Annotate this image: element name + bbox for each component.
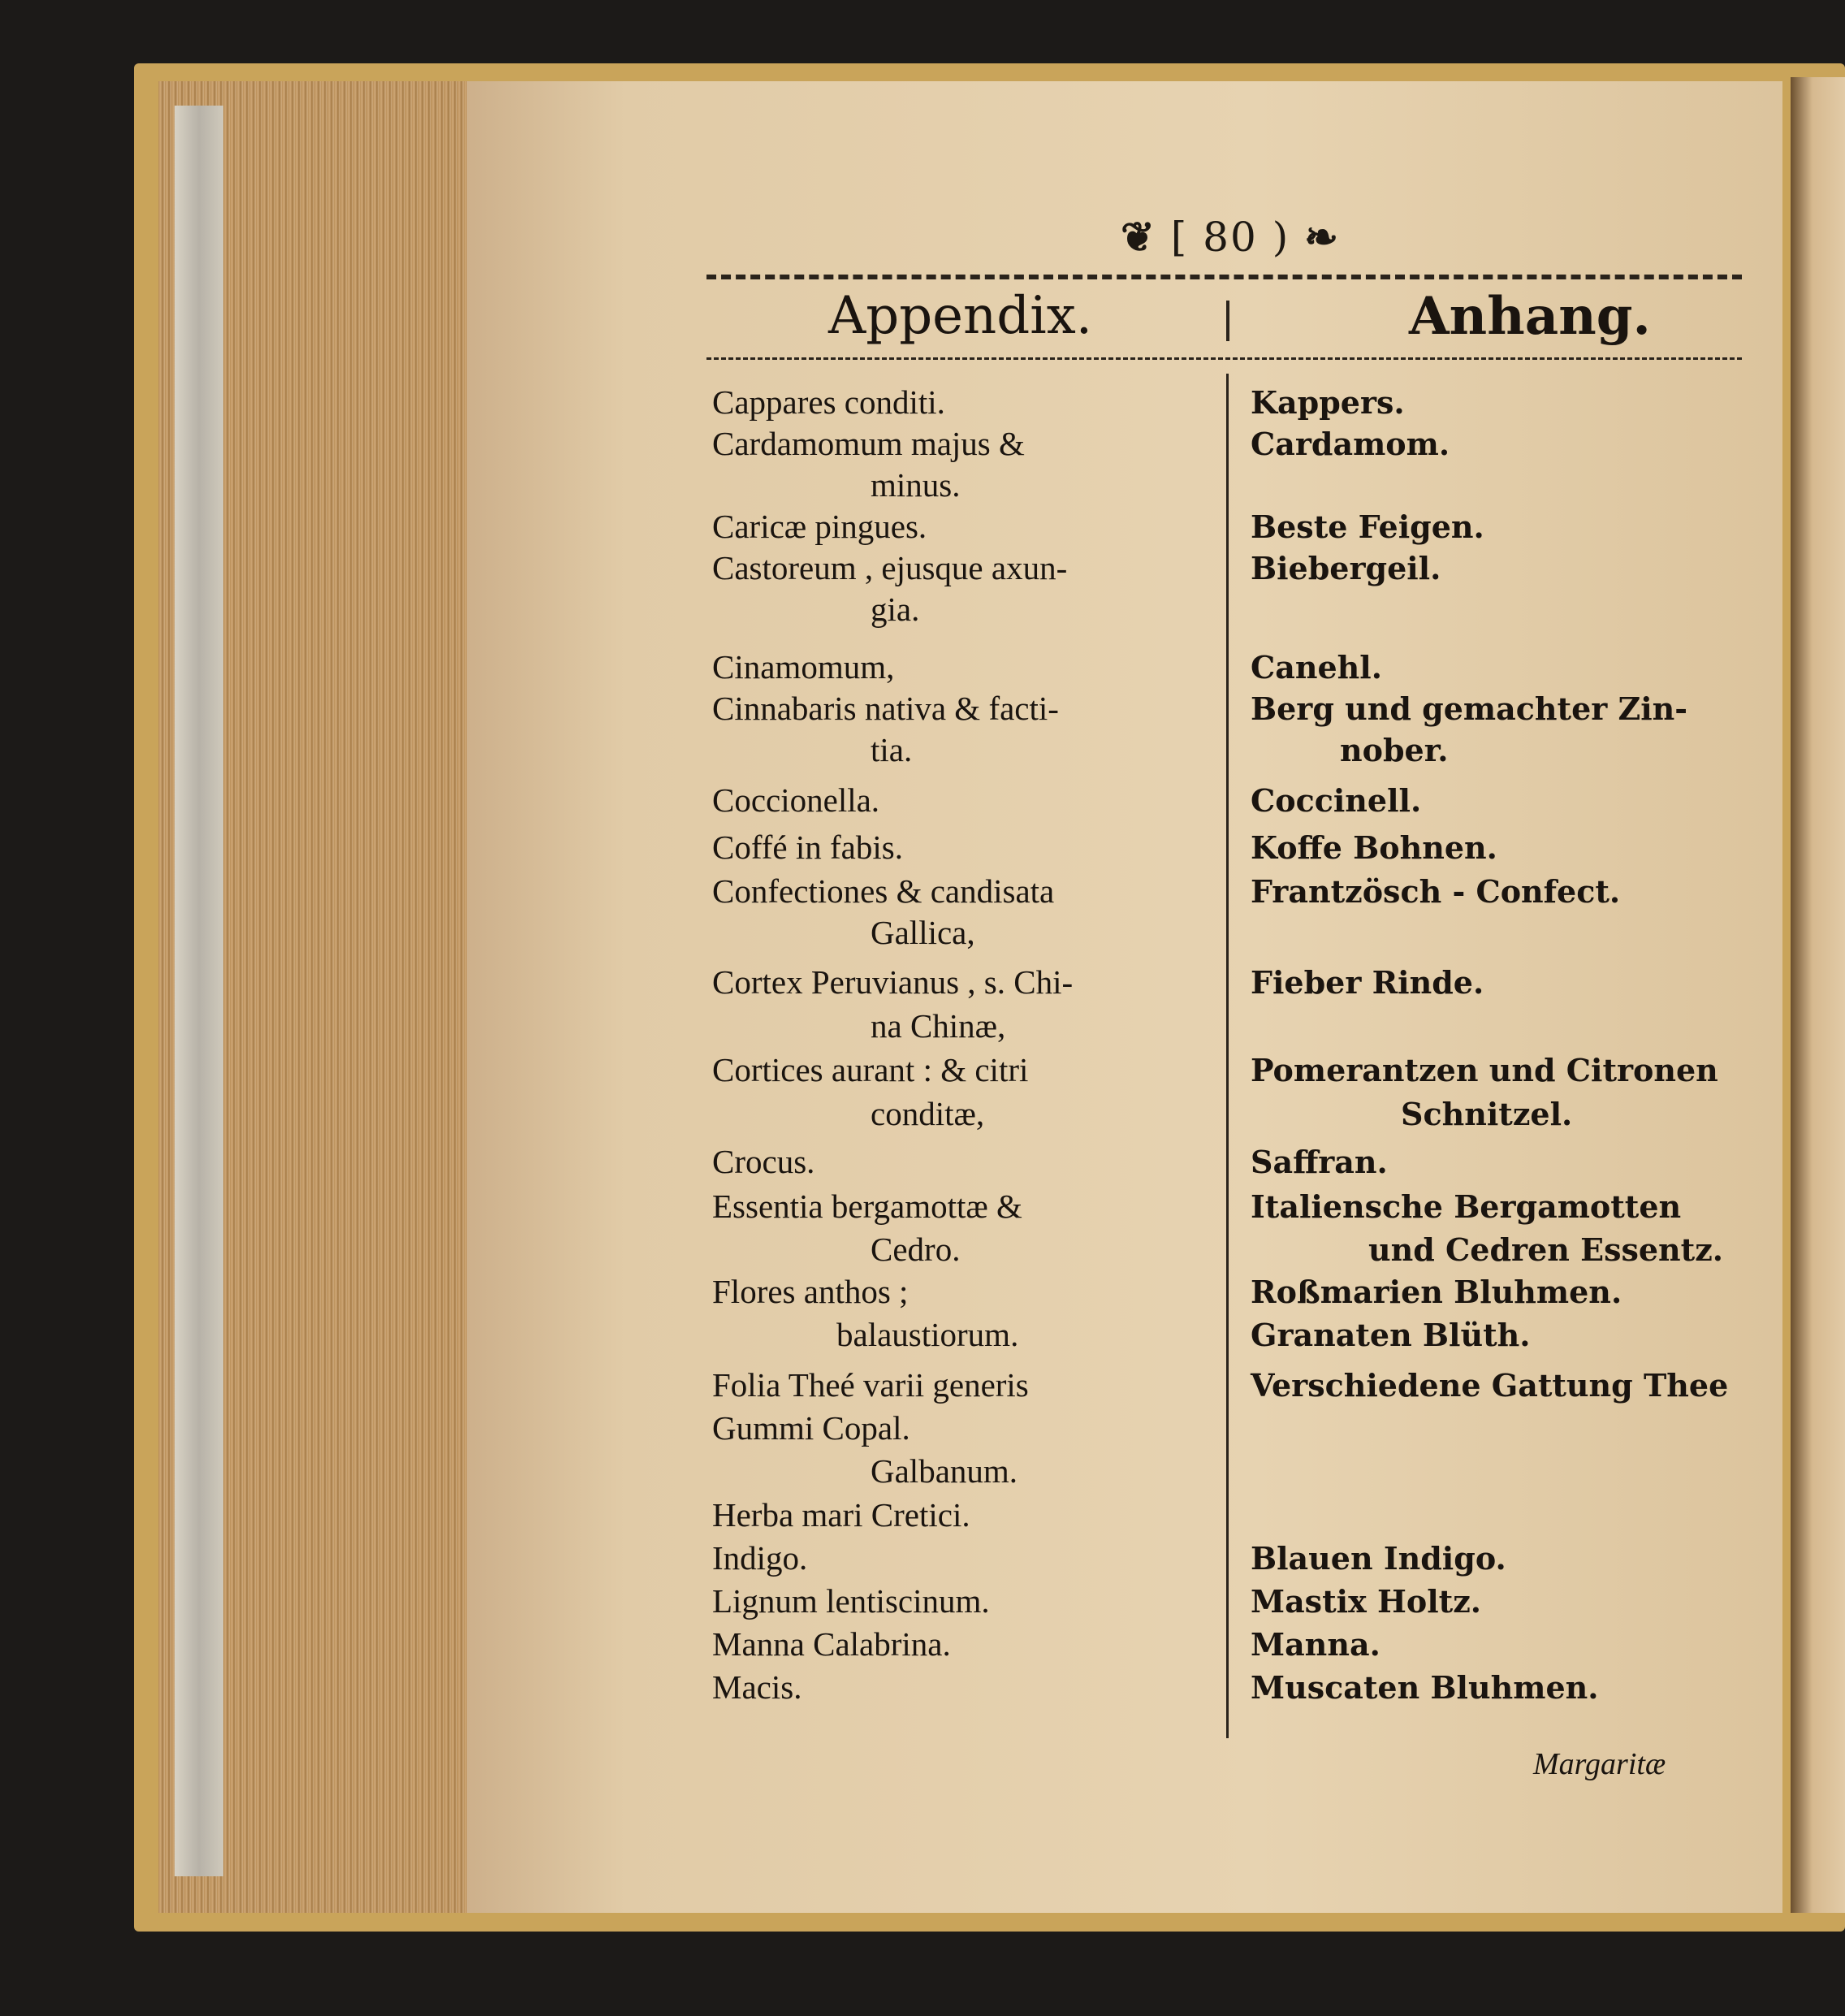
latin-entry: Gallica,	[871, 914, 975, 951]
latin-entry: Gummi Copal.	[712, 1409, 910, 1447]
latin-entry: Galbanum.	[871, 1452, 1018, 1490]
german-column-title: Anhang.	[1409, 286, 1651, 347]
german-entry: Biebergeil.	[1251, 550, 1441, 586]
latin-entry: Castoreum , ejusque axun-	[712, 549, 1068, 586]
latin-entry: Macis.	[712, 1668, 802, 1706]
latin-column-title: Appendix.	[828, 286, 1093, 346]
latin-entry: balaustiorum.	[836, 1316, 1019, 1353]
header-divider	[1226, 301, 1229, 341]
page-header	[715, 213, 1746, 262]
latin-entry: Coffé in fabis.	[712, 828, 903, 866]
latin-entry: Manna Calabrina.	[712, 1625, 951, 1663]
german-entry: Coccinell.	[1251, 782, 1422, 819]
left-ornament-icon: ❦	[1120, 213, 1156, 261]
german-entry: Canehl.	[1251, 649, 1382, 686]
latin-entry: Lignum lentiscinum.	[712, 1582, 990, 1620]
latin-entry: Folia Theé varii generis	[712, 1366, 1029, 1404]
page-edges	[158, 81, 467, 1913]
catchword: Margaritæ	[1533, 1747, 1666, 1781]
german-entry: Koffe Bohnen.	[1251, 829, 1497, 866]
german-entry: Muscaten Bluhmen.	[1251, 1669, 1599, 1706]
german-entry: Manna.	[1251, 1626, 1381, 1663]
german-entry: Mastix Holtz.	[1251, 1583, 1481, 1620]
latin-entry: gia.	[871, 591, 920, 628]
latin-entry: Confectiones & candisata	[712, 872, 1055, 910]
german-entry: Berg und gemachter Zin-	[1251, 690, 1688, 727]
german-entry: Italiensche Bergamotten	[1251, 1188, 1682, 1225]
latin-entry: conditæ,	[871, 1095, 985, 1132]
latin-entry: tia.	[871, 731, 913, 768]
german-entry: Saffran.	[1251, 1144, 1388, 1180]
german-entry: Beste Feigen.	[1251, 508, 1484, 545]
latin-entry: minus.	[871, 466, 961, 504]
german-entry: und Cedren Essentz.	[1368, 1231, 1724, 1268]
latin-entry: Indigo.	[712, 1539, 808, 1577]
latin-entry: Flores anthos ;	[712, 1273, 909, 1310]
latin-entry: Herba mari Cretici.	[712, 1496, 970, 1534]
german-entry: Pomerantzen und Citronen	[1251, 1052, 1718, 1088]
german-entry: Fieber Rinde.	[1251, 964, 1484, 1001]
german-entry: Granaten Blüth.	[1251, 1317, 1531, 1353]
german-entry: Cardamom.	[1251, 426, 1450, 462]
latin-entry: Cedro.	[871, 1231, 961, 1268]
german-entry: Kappers.	[1251, 384, 1405, 421]
latin-entry: Cinamomum,	[712, 648, 895, 686]
german-entry: Blauen Indigo.	[1251, 1540, 1506, 1577]
latin-entry: Caricæ pingues.	[712, 508, 927, 545]
latin-entry: Cappares conditi.	[712, 383, 945, 421]
german-entry: nober.	[1340, 732, 1449, 768]
page-number: [ 80 )	[1170, 214, 1290, 261]
latin-entry: Cortex Peruvianus , s. Chi-	[712, 963, 1074, 1001]
facing-page-edge	[1791, 77, 1845, 1913]
right-ornament-icon: ❧	[1304, 213, 1341, 261]
top-rule	[706, 275, 1742, 279]
latin-entry: Cinnabaris nativa & facti-	[712, 690, 1059, 727]
latin-entry: Essentia bergamottæ &	[712, 1188, 1022, 1225]
german-entry: Verschiedene Gattung Thee	[1251, 1367, 1729, 1404]
latin-entry: na Chinæ,	[871, 1007, 1006, 1045]
german-entry: Roßmarien Bluhmen.	[1251, 1274, 1622, 1310]
latin-entry: Crocus.	[712, 1143, 815, 1180]
book-page	[467, 81, 1782, 1913]
german-entry: Frantzösch - Confect.	[1251, 873, 1621, 910]
header-rule	[706, 357, 1742, 360]
german-entry: Schnitzel.	[1401, 1096, 1573, 1132]
latin-entry: Coccionella.	[712, 781, 880, 819]
latin-entry: Cardamomum majus &	[712, 425, 1025, 462]
column-divider	[1226, 374, 1229, 1738]
latin-entry: Cortices aurant : & citri	[712, 1051, 1029, 1088]
